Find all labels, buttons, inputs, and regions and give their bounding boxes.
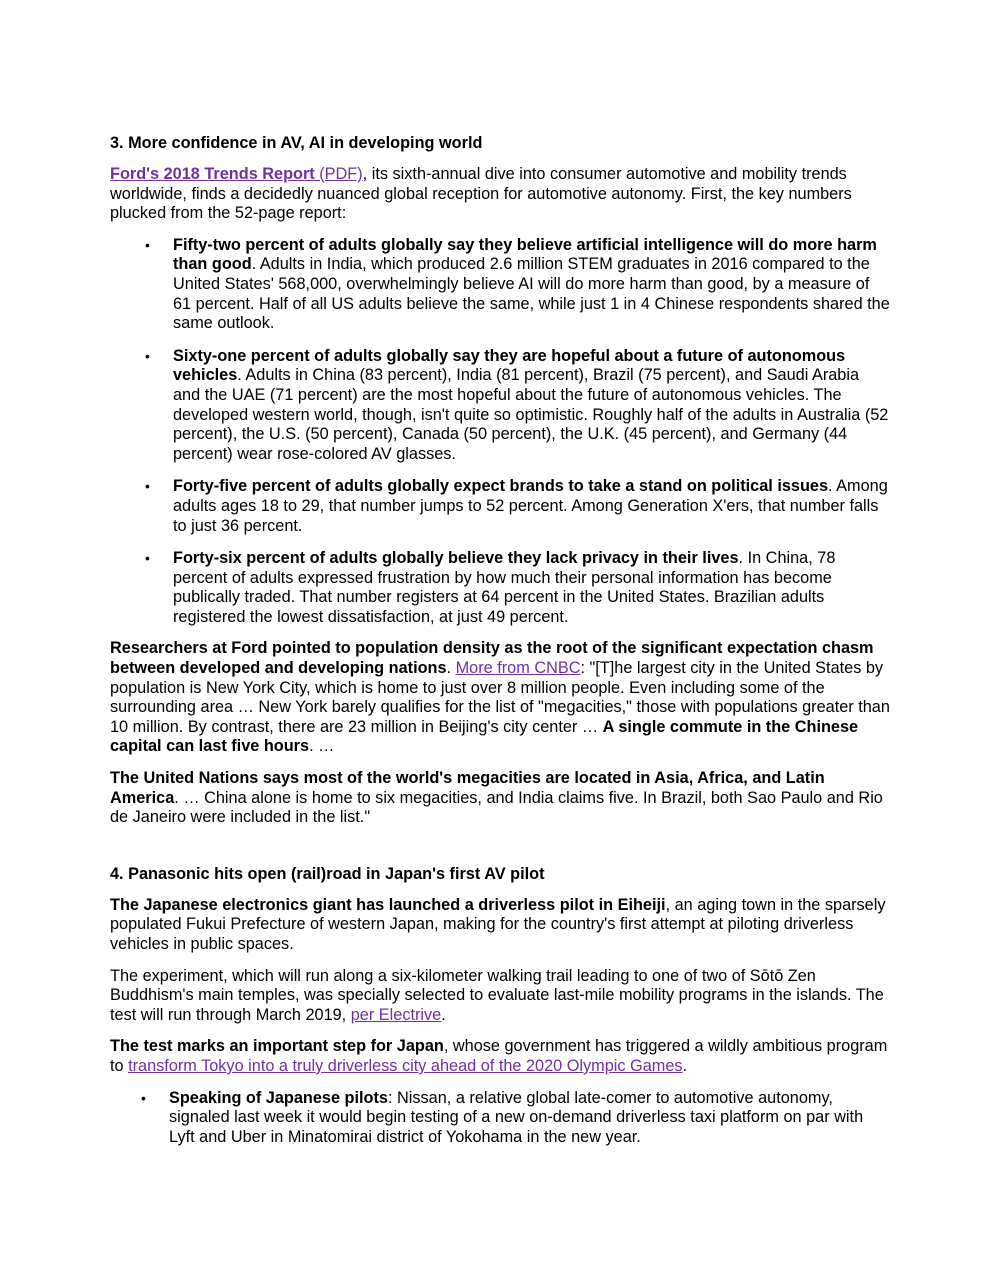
experiment-text: The experiment, which will run along a six-kilometer walking trail leading to one of two of Sōtō Zen Buddhism's main temples, was specially selected to evaluate last-mile mobility programs in the islands. The test will run through March 2019, (110, 966, 884, 1024)
panasonic-paragraph (110, 896, 890, 955)
un-text: . … China alone is home to six megacities, and India claims five. In Brazil, both Sao Paulo and Rio de Janeiro were included in the list." (110, 788, 883, 827)
researchers-quote: : "[T]he largest city in the United States by population is New York City, which is home to just over 8 million people. Even including some of the surrounding area … New York barely qualifies for the list of "megacities," those with populations greater than 10 million. By contrast, there are 23 million in Beijing's city center … (110, 659, 890, 736)
bullet-text: . Adults in China (83 percent), India (81 percent), Brazil (75 percent), and Saudi Arabia and the UAE (71 percent) are the most hopeful about the future of autonomous vehicles. The developed western world, though, isn't quite so optimistic. Roughly half of the adults in Australia (52 percent), the U.S. (50 percent), Canada (50 percent), the U.K. (45 percent), and Germany (44 percent) wear rose-colored AV glasses. (173, 366, 889, 463)
bullet-bold: Forty-five percent of adults globally expect brands to take a stand on political issues (173, 477, 829, 496)
list-item (145, 235, 890, 334)
bullet-icon: • (141, 1089, 146, 1106)
japan-end: . (682, 1056, 688, 1075)
bullet-icon: • (145, 550, 150, 567)
panasonic-bold: The Japanese electronics giant has launched a driverless pilot in Eiheiji (110, 895, 666, 914)
section-gap (110, 840, 890, 864)
bullet-bold: Fifty-two percent of adults globally say they believe artificial intelligence will do more harm than good (173, 235, 877, 274)
bullet-text: . Among adults ages 18 to 29, that number jumps to 52 percent. Among Generation X'ers, that number falls to just 36 percent. (173, 477, 888, 535)
japan-paragraph (110, 1037, 890, 1076)
bullet-icon: • (145, 347, 150, 364)
cnbc-link[interactable]: More from CNBC (455, 659, 581, 678)
list-item (141, 1088, 890, 1148)
pdf-link[interactable]: (PDF) (314, 165, 363, 183)
list-item (145, 346, 890, 465)
un-bold: The United Nations says most of the world's megacities are located in Asia, Africa, and Latin America (110, 769, 825, 807)
bullet-bold: Forty-six percent of adults globally believe they lack privacy in their lives (173, 549, 739, 568)
list-item (145, 549, 890, 627)
list-item (145, 477, 890, 536)
japan-pilots-list (110, 1089, 890, 1148)
intro-text: , its sixth-annual dive into consumer automotive and mobility trends worldwide, finds a decidedly nuanced global reception for automotive autonomy. First, the key numbers plucked from the 52-page report: (110, 165, 852, 223)
researchers-text: . (446, 659, 456, 678)
key-numbers-list (110, 236, 890, 628)
japan-text: , whose government has triggered a wildly ambitious program to (110, 1037, 888, 1075)
experiment-end: . (441, 1005, 446, 1024)
section-3-intro (110, 165, 890, 224)
ford-trends-report-link[interactable]: Ford's 2018 Trends Report (110, 165, 315, 183)
tokyo-driverless-link[interactable]: transform Tokyo into a truly driverless city ahead of the 2020 Olympic Games (128, 1056, 683, 1075)
panasonic-text: , an aging town in the sparsely populated Fukui Prefecture of western Japan, making for the country's first attempt at piloting driverless vehicles in public spaces. (110, 895, 886, 953)
japan-bold: The test marks an important step for Japan (110, 1037, 444, 1056)
bullet-text: : Nissan, a relative global late-comer to automotive autonomy, signaled last week it would begin testing of a new on-demand driverless taxi platform on par with Lyft and Uber in Minatomirai district of Yokohama in the new year. (169, 1088, 864, 1146)
un-paragraph (110, 769, 890, 828)
bullet-bold: Speaking of Japanese pilots (169, 1088, 388, 1107)
researchers-end: . … (309, 737, 335, 756)
commute-bold: A single commute in the Chinese capital can last five hours (110, 717, 859, 756)
researchers-bold: Researchers at Ford pointed to population density as the root of the significant expectation chasm between developed and developing nations (110, 639, 874, 678)
bullet-icon: • (145, 236, 150, 253)
bullet-icon: • (145, 478, 150, 495)
bullet-text: . In China, 78 percent of adults expressed frustration by how much their personal information has become publically traded. That number registers at 64 percent in the United States. Brazilian adults registered the lowest dissatisfaction, at just 49 percent. (173, 549, 836, 626)
section-4-heading: 4. Panasonic hits open (rail)road in Japan's first AV pilot (110, 864, 545, 883)
experiment-paragraph (110, 967, 890, 1026)
researchers-paragraph (110, 639, 890, 757)
bullet-bold: Sixty-one percent of adults globally say they are hopeful about a future of autonomous vehicles (173, 346, 846, 385)
electrive-link[interactable]: per Electrive (350, 1005, 442, 1024)
document-body (110, 133, 890, 1160)
bullet-text: . Adults in India, which produced 2.6 million STEM graduates in 2016 compared to the United States' 568,000, overwhelmingly believe AI will do more harm than good, by a measure of 61 percent. Half of all US adults believe the same, while just 1 in 4 Chinese respondents shared the same outlook. (173, 255, 890, 333)
section-3-heading: 3. More confidence in AV, AI in developing world (110, 134, 483, 152)
